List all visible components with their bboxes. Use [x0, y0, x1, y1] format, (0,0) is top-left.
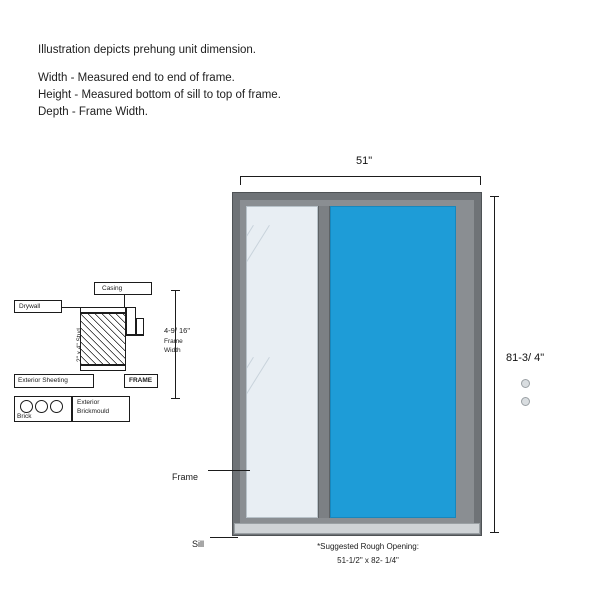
height-dimension-tick-bottom	[490, 532, 499, 533]
notes-block	[38, 42, 438, 121]
sidelite-glass	[246, 206, 318, 518]
width-dimension-line	[240, 176, 480, 177]
width-dimension-text: 51"	[356, 155, 373, 167]
sill-callout-leader	[210, 537, 238, 538]
frame-section-label: FRAME	[129, 377, 153, 384]
brick-circle-icon	[50, 400, 63, 413]
wall-bottom-plate	[80, 365, 126, 371]
rough-opening-line1: *Suggested Rough Opening:	[317, 542, 419, 551]
door-right-jamb	[456, 206, 468, 518]
height-dimension-tick-top	[490, 196, 499, 197]
frame-callout-label: Frame	[172, 472, 199, 482]
note-width: Width - Measured end to end of frame.	[38, 72, 235, 84]
note-height: Height - Measured bottom of sill to top of frame.	[38, 89, 281, 101]
door-deadbolt-icon	[521, 397, 530, 406]
casing-label: Casing	[102, 285, 123, 292]
stud-hatch	[80, 313, 126, 365]
brick-circle-icon	[20, 400, 33, 413]
door-assembly	[232, 192, 482, 536]
stud-label: 2" x 4" Stud	[76, 328, 83, 362]
frame-profile-base	[126, 335, 144, 336]
frame-section-detail	[12, 278, 212, 438]
drywall-label: Drywall	[19, 303, 41, 310]
door-sill	[234, 523, 480, 534]
depth-dimension-tick-top	[171, 290, 180, 291]
exterior-brickmould-label-2: Brickmould	[77, 408, 110, 415]
height-dimension-text: 81-3/ 4"	[506, 352, 545, 364]
frame-callout-leader	[208, 470, 250, 471]
note-intro: Illustration depicts prehung unit dimension.	[38, 44, 256, 56]
door-slab	[330, 206, 456, 518]
exterior-sheeting-label: Exterior Sheeting	[18, 377, 68, 384]
jamb-profile	[136, 318, 144, 335]
note-spacer	[38, 59, 438, 70]
note-depth: Depth - Frame Width.	[38, 106, 148, 118]
depth-dimension-text: 4-9/ 16"	[164, 326, 191, 335]
width-dimension-tick-left	[240, 176, 241, 185]
casing-profile	[126, 307, 136, 335]
rough-opening-line2: 51-1/2" x 82- 1/4"	[337, 556, 399, 565]
depth-label-line2: Width	[164, 347, 181, 354]
door-knob-icon	[521, 379, 530, 388]
depth-dimension-tick-bottom	[171, 398, 180, 399]
drywall-leader	[62, 307, 80, 308]
brick-label: Brick	[17, 413, 32, 420]
brick-circle-icon	[35, 400, 48, 413]
exterior-brickmould-label-1: Exterior	[77, 399, 100, 406]
sill-callout-label: Sill	[192, 539, 205, 549]
door-mullion	[318, 206, 330, 518]
depth-label-line1: Frame	[164, 338, 183, 345]
height-dimension-line	[494, 196, 495, 532]
width-dimension-tick-right	[480, 176, 481, 185]
